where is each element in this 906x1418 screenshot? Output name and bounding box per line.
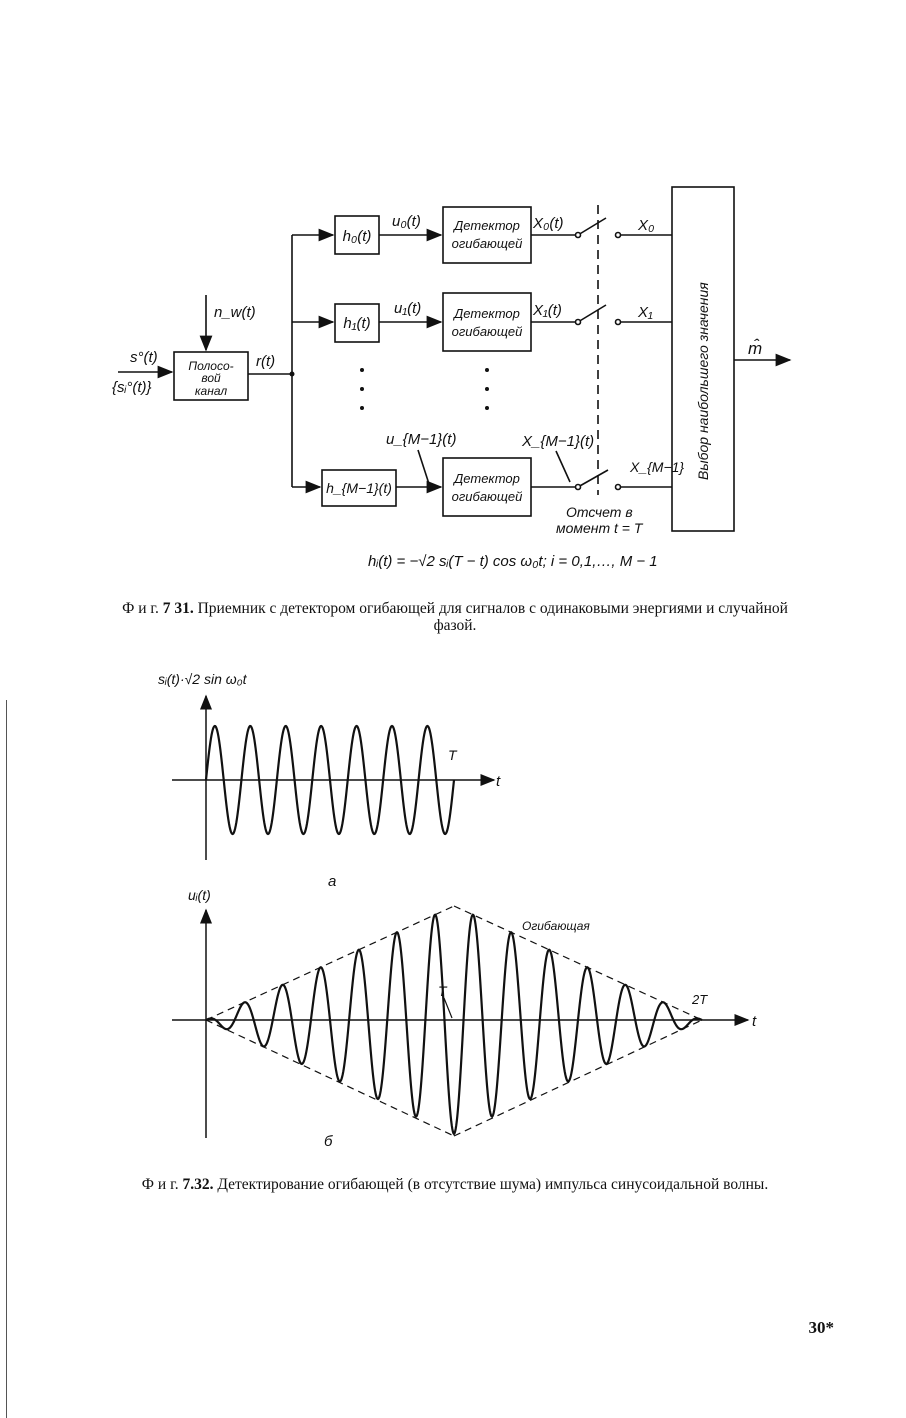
selector-label: Выбор наибольшего значения bbox=[695, 282, 711, 480]
plot-b-envelope-label: Огибающая bbox=[522, 919, 590, 933]
channel-label-1: Полосо- bbox=[188, 359, 234, 373]
channel-label-2: вой bbox=[201, 371, 221, 385]
detector-output-M-1-label: X_{M−1}(t) bbox=[522, 433, 595, 450]
impulse-response-formula: hᵢ(t) = −√2 sᵢ(T − t) cos ω₀t; i = 0,1,…, M − 1 bbox=[368, 553, 658, 570]
caption-number: 7 31. bbox=[162, 600, 194, 617]
figure-7-31-caption bbox=[100, 600, 810, 634]
filter-output-0-label: u₀(t) bbox=[392, 213, 421, 230]
detector-M-1-label-1: Детектор bbox=[454, 471, 520, 486]
caption-text: Детектирование огибающей (в отсутствие шума) импульса синусоидальной волны. bbox=[217, 1176, 769, 1193]
filter-hM-1-label: h_{M−1}(t) bbox=[326, 480, 392, 496]
sample-M-1-label: X_{M−1} bbox=[630, 459, 685, 475]
input-set-label: {sᵢ°(t)} bbox=[112, 379, 152, 396]
plot-b-ylabel: uᵢ(t) bbox=[188, 887, 211, 903]
sample-1-label: X₁ bbox=[638, 304, 653, 321]
plot-b-envelope bbox=[206, 906, 702, 1136]
caption-number: 7.32. bbox=[182, 1176, 214, 1193]
caption-prefix: Ф и г. bbox=[141, 1176, 179, 1193]
modulated-signal-plot bbox=[0, 660, 906, 900]
plot-b-2T-mark: 2T bbox=[692, 992, 708, 1007]
plot-b-waveform bbox=[206, 915, 702, 1134]
plot-b-xlabel: t bbox=[752, 1013, 757, 1030]
detector-1-label-1: Детектор bbox=[454, 306, 520, 321]
sample-0-label: X₀ bbox=[638, 217, 655, 234]
plot-b-sublabel: б bbox=[324, 1133, 333, 1150]
plot-a-sublabel: а bbox=[328, 873, 337, 890]
detector-output-1-label: X₁(t) bbox=[533, 302, 562, 319]
received-signal-label: r(t) bbox=[256, 353, 276, 370]
plot-b-T-mark: T bbox=[438, 983, 447, 999]
detector-1-box bbox=[443, 293, 531, 351]
input-signal-label: s°(t) bbox=[130, 349, 158, 366]
plot-a-xlabel: t bbox=[496, 773, 501, 790]
detector-0-box bbox=[443, 207, 531, 263]
sampling-label-2: момент t = T bbox=[556, 520, 643, 536]
page-number: 30* bbox=[808, 1318, 834, 1337]
detector-output-0-label: X₀(t) bbox=[533, 215, 564, 232]
caption-text: Приемник с детектором огибающей для сигналов с одинаковыми энергиями и случайной фазой. bbox=[197, 600, 788, 634]
figure-7-32-caption bbox=[110, 1176, 800, 1193]
receiver-block-diagram bbox=[0, 0, 906, 600]
detector-1-label-2: огибающей bbox=[451, 324, 523, 339]
detector-M-1-label-2: огибающей bbox=[451, 489, 523, 504]
detector-M-1-box bbox=[443, 458, 531, 516]
output-estimate-label: m̂ bbox=[748, 339, 763, 358]
filter-h0-label: h₀(t) bbox=[342, 228, 372, 245]
sampling-label-1: Отсчет в bbox=[566, 504, 633, 520]
plot-a-T-mark: T bbox=[448, 747, 457, 763]
filter-output-M-1-label: u_{M−1}(t) bbox=[386, 431, 457, 448]
detector-0-label-2: огибающей bbox=[451, 236, 523, 251]
plot-a-ylabel: sᵢ(t)·√2 sin ω₀t bbox=[158, 671, 247, 687]
channel-label-3: канал bbox=[194, 384, 228, 398]
noise-label: n_w(t) bbox=[214, 304, 256, 321]
detector-0-label-1: Детектор bbox=[454, 218, 520, 233]
filter-output-1-label: u₁(t) bbox=[394, 300, 422, 317]
detected-envelope-plot bbox=[0, 880, 906, 1160]
caption-prefix: Ф и г. bbox=[122, 600, 159, 617]
filter-h1-label: h₁(t) bbox=[343, 315, 371, 332]
